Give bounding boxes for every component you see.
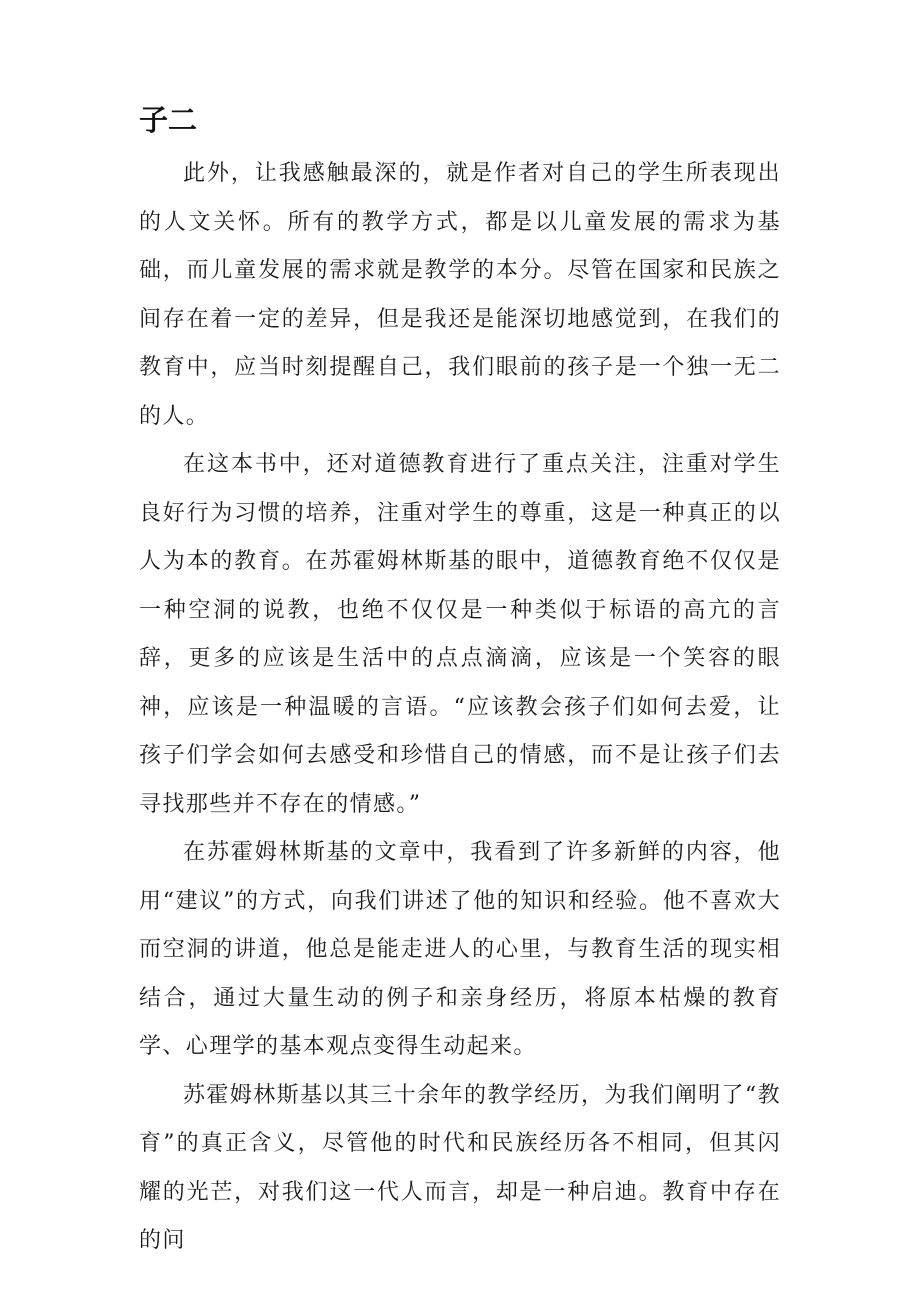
paragraph: 苏霍姆林斯基以其三十余年的教学经历，为我们阐明了“教育”的真正含义，尽管他的时代和民族经历各不相同，但其闪耀的光芒，对我们这一代人而言，却是一种启迪。教育中存在的问 [139,1082,781,1253]
paragraph: 在苏霍姆林斯基的文章中，我看到了许多新鲜的内容，他用“建议”的方式，向我们讲述了他的知识和经验。他不喜欢大而空洞的讲道，他总是能走进人的心里，与教育生活的现实相结合，通过大量生动的例子和亲身经历，将原本枯燥的教育学、心理学的基本观点变得生动起来。 [139,840,781,1059]
body-text [139,150,781,1266]
paragraph: 在这本书中，还对道德教育进行了重点关注，注重对学生良好行为习惯的培养，注重对学生的尊重，这是一种真正的以人为本的教育。在苏霍姆林斯基的眼中，道德教育绝不仅仅是一种空洞的说教，也绝不仅仅是一种类似于标语的高亢的言辞，更多的应该是生活中的点点滴滴，应该是一个笑容的眼神，应该是一种温暖的言语。“应该教会孩子们如何去爱，让孩子们学会如何去感受和珍惜自己的情感，而不是让孩子们去寻找那些并不存在的情感。” [139,452,781,817]
page-heading: 子二 [139,103,198,137]
paragraph: 此外，让我感触最深的，就是作者对自己的学生所表现出的人文关怀。所有的教学方式，都是以儿童发展的需求为基础，而儿童发展的需求就是教学的本分。尽管在国家和民族之间存在着一定的差异，但是我还是能深切地感觉到，在我们的教育中，应当时刻提醒自己，我们眼前的孩子是一个独一无二的人。 [139,161,781,429]
